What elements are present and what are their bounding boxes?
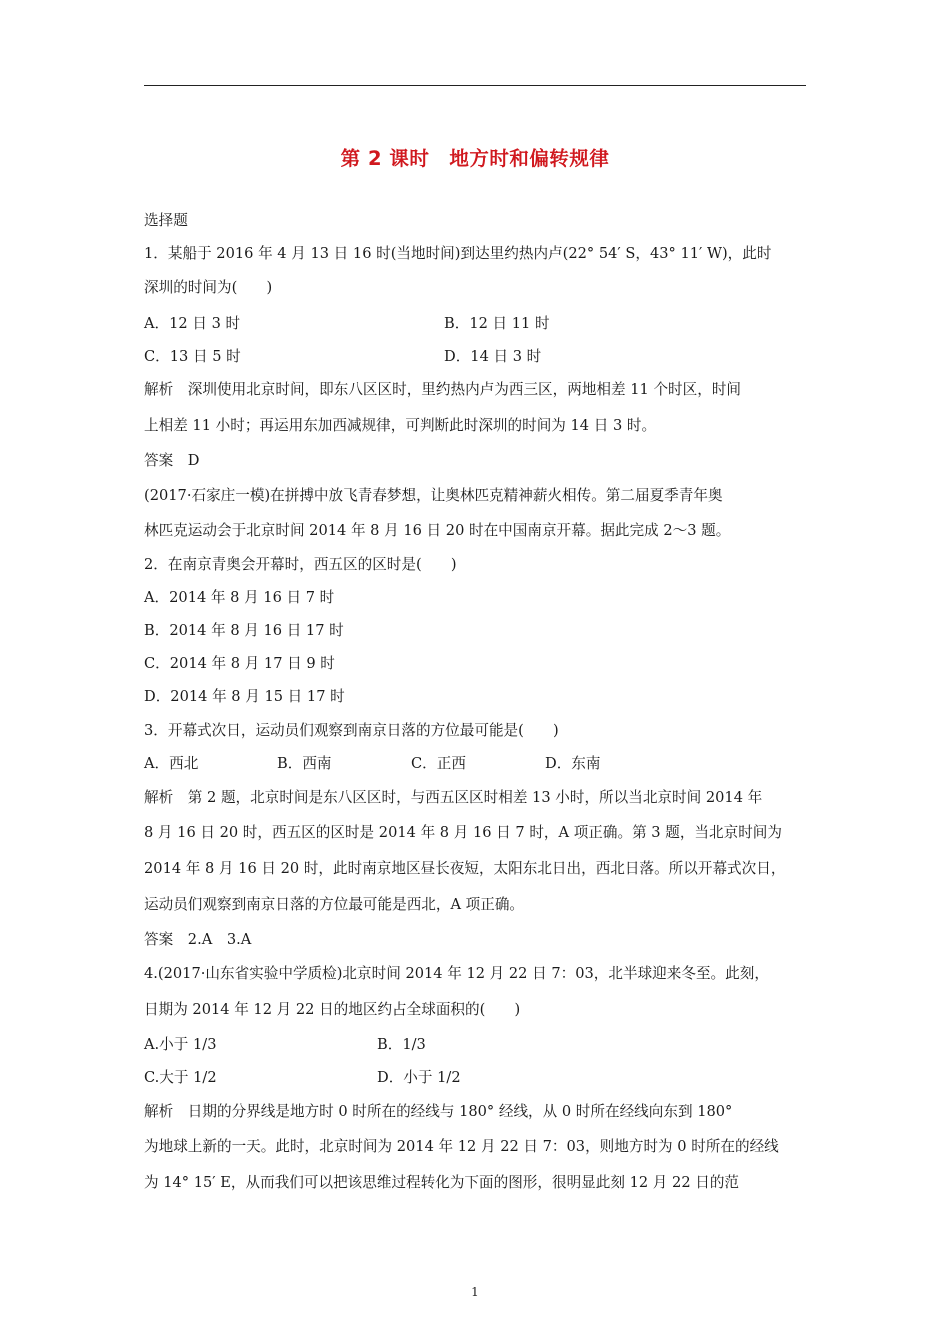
q4-analysis-line1: 解析 日期的分界线是地方时 0 时所在的经线与 180° 经线，从 0 时所在经线向东到 180° [144, 1103, 733, 1120]
q4-option-d: D．小于 1/2 [377, 1069, 461, 1086]
q4-option-a: A.小于 1/3 [144, 1036, 217, 1053]
analysis-2-3-line2: 8 月 16 日 20 时，西五区的区时是 2014 年 8 月 16 日 7 时，A 项正确。第 3 题，当北京时间为 [144, 824, 782, 841]
q1-option-a: A．12 日 3 时 [144, 315, 241, 332]
q2-option-b: B．2014 年 8 月 16 日 17 时 [144, 622, 344, 639]
analysis-2-3-line1: 解析 第 2 题，北京时间是东八区区时，与西五区区时相差 13 小时，所以当北京时间 2014 年 [144, 789, 763, 806]
page-title: 第 2 课时 地方时和偏转规律 [340, 147, 610, 170]
intro-line2: 林匹克运动会于北京时间 2014 年 8 月 16 日 20 时在中国南京开幕。据此完成 2～3 题。 [144, 522, 731, 539]
q1-option-d: D．14 日 3 时 [444, 348, 542, 365]
analysis-2-3-line3: 2014 年 8 月 16 日 20 时，此时南京地区昼长夜短，太阳东北日出，西北日落。所以开幕式次日， [144, 860, 786, 877]
answer-2-3: 答案 2.A 3.A [144, 931, 252, 948]
q4-analysis-line3: 为 14° 15′ E，从而我们可以把该思维过程转化为下面的图形，很明显此刻 12 月 22 日的范 [144, 1174, 740, 1191]
q1-analysis-line2: 上相差 11 小时；再运用东加西减规律，可判断此时深圳的时间为 14 日 3 时。 [144, 417, 657, 434]
q4-option-c: C.大于 1/2 [144, 1069, 217, 1086]
q1-stem-line2: 深圳的时间为( ) [144, 279, 273, 296]
q2-stem: 2．在南京青奥会开幕时，西五区的区时是( ) [144, 556, 457, 573]
q4-option-b: B．1/3 [377, 1036, 426, 1053]
q4-stem-line2: 日期为 2014 年 12 月 22 日的地区约占全球面积的( ) [144, 1001, 521, 1018]
q3-option-c: C．正西 [411, 755, 466, 772]
page-number: 1 [471, 1285, 479, 1299]
q1-answer: 答案 D [144, 452, 200, 469]
q1-stem-line1: 1．某船于 2016 年 4 月 13 日 16 时(当地时间)到达里约热内卢(22° 54′ S，43° 11′ W)，此时 [144, 245, 772, 262]
q4-analysis-line2: 为地球上新的一天。此时，北京时间为 2014 年 12 月 22 日 7：03，则地方时为 0 时所在的经线 [144, 1138, 779, 1155]
q3-option-b: B．西南 [277, 755, 332, 772]
q1-option-c: C．13 日 5 时 [144, 348, 241, 365]
q3-stem: 3．开幕式次日，运动员们观察到南京日落的方位最可能是( ) [144, 722, 559, 739]
q2-option-c: C．2014 年 8 月 17 日 9 时 [144, 655, 335, 672]
q3-option-d: D．东南 [545, 755, 601, 772]
intro-line1: (2017·石家庄一模)在拼搏中放飞青春梦想，让奥林匹克精神薪火相传。第二届夏季青年奥 [144, 487, 723, 504]
section-heading: 选择题 [144, 212, 188, 229]
q1-analysis-line1: 解析 深圳使用北京时间，即东八区区时，里约热内卢为西三区，两地相差 11 个时区，时间 [144, 381, 742, 398]
q3-option-a: A．西北 [144, 755, 199, 772]
q2-option-d: D．2014 年 8 月 15 日 17 时 [144, 688, 345, 705]
q1-option-b: B．12 日 11 时 [444, 315, 550, 332]
analysis-2-3-line4: 运动员们观察到南京日落的方位最可能是西北，A 项正确。 [144, 896, 525, 913]
header-rule [144, 85, 806, 86]
q2-option-a: A．2014 年 8 月 16 日 7 时 [144, 589, 335, 606]
q4-stem-line1: 4.(2017·山东省实验中学质检)北京时间 2014 年 12 月 22 日 7：03，北半球迎来冬至。此刻， [144, 965, 769, 982]
